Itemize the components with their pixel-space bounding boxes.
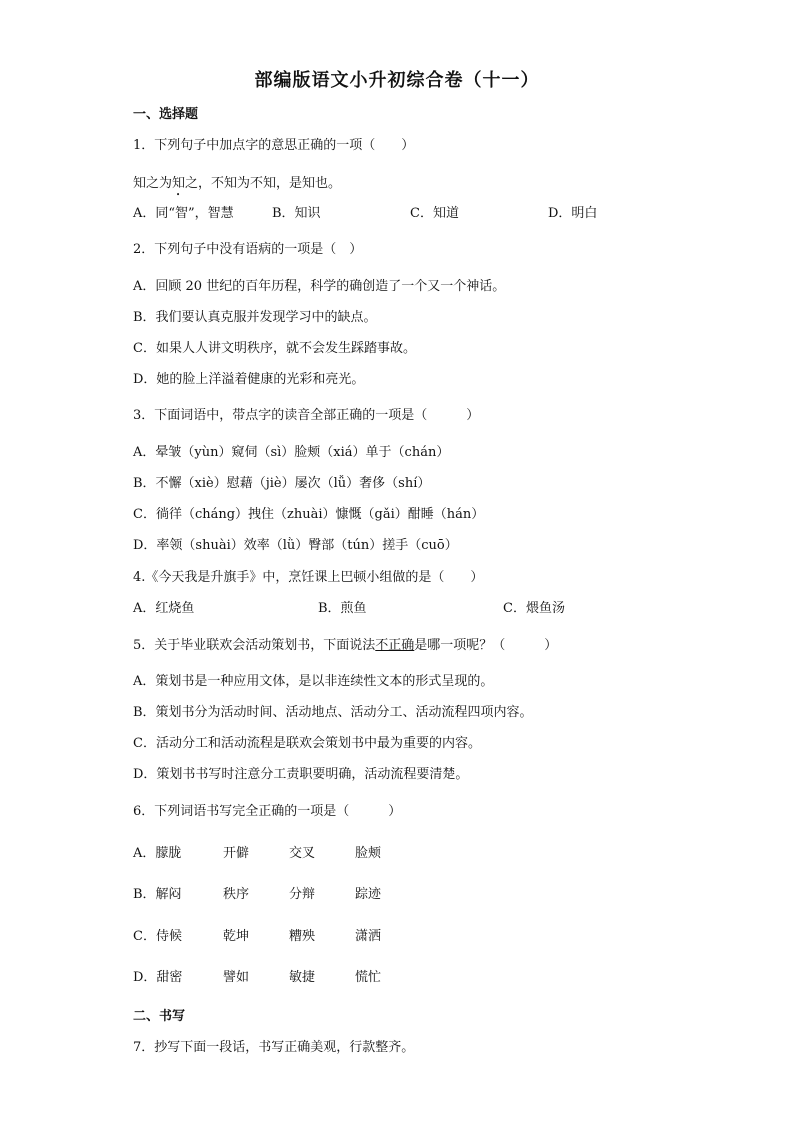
question-5-option-d: D．策划书书写时注意分工责职要明确，活动流程要清楚。	[133, 767, 469, 782]
question-7-stem: 7．抄写下面一段话，书写正确美观，行款整齐。	[133, 1040, 415, 1055]
question-6-row-d-word-1: D．甜密	[133, 970, 183, 985]
section-heading-writing: 二、书写	[133, 1009, 186, 1024]
question-6-row-c-word-1: C．侍候	[133, 929, 182, 944]
question-4-option-c: C．煨鱼汤	[503, 601, 565, 616]
question-1-option-d: D．明白	[548, 206, 598, 221]
question-6-row-a-word-4: 脸颊	[355, 846, 382, 861]
question-6-row-a-word-3: 交叉	[289, 846, 316, 861]
question-5-stem-end: 是哪一项呢？（ ）	[414, 638, 558, 653]
question-3-stem: 3．下面词语中，带点字的读音全部正确的一项是（ ）	[133, 408, 480, 423]
question-3-option-b: B．不懈（xiè）慰藉（jiè）屡次（lǚ）奢侈（shí）	[133, 476, 431, 491]
question-2-option-c: C．如果人人讲文明秩序，就不会发生踩踏事故。	[133, 341, 416, 356]
question-6-row-d-word-3: 敏捷	[289, 970, 316, 985]
question-5-option-a: A．策划书是一种应用文体，是以非连续性文本的形式呈现的。	[133, 674, 494, 689]
question-6-row-c-word-4: 潇洒	[355, 929, 382, 944]
question-6-stem: 6．下列词语书写完全正确的一项是（ ）	[133, 804, 402, 819]
question-6-row-a-word-1: A．朦胧	[133, 846, 182, 861]
question-6-row-b-word-4: 踪迹	[355, 887, 382, 902]
question-5-stem-underlined: 不正确	[375, 638, 415, 653]
question-6-row-c-word-2: 乾坤	[223, 929, 250, 944]
question-1-quote: 知之为知之，不知为不知，是知也。	[133, 176, 342, 191]
question-2-stem: 2．下列句子中没有语病的一项是（ ）	[133, 242, 363, 257]
question-5-option-b: B．策划书分为活动时间、活动地点、活动分工、活动流程四项内容。	[133, 705, 533, 720]
question-6-row-b-word-3: 分辩	[289, 887, 316, 902]
page-title: 部编版语文小升初综合卷（十一）	[254, 70, 540, 91]
question-6-row-c-word-3: 糟殃	[289, 929, 316, 944]
question-6-row-d-word-2: 譬如	[223, 970, 250, 985]
question-1-option-b: B．知识	[272, 206, 321, 221]
question-5-stem-start: 5．关于毕业联欢会活动策划书，下面说法	[133, 638, 376, 653]
question-4-stem: 4.《今天我是升旗手》中，烹饪课上巴顿小组做的是（ ）	[133, 570, 484, 585]
question-1-stem: 1．下列句子中加点字的意思正确的一项（ ）	[133, 138, 415, 153]
question-2-option-d: D．她的脸上洋溢着健康的光彩和亮光。	[133, 372, 365, 387]
question-1-option-a: A．同“智”，智慧	[133, 206, 234, 221]
question-3-option-d: D．率领（shuài）效率（lǜ）臀部（tún）搓手（cuō）	[133, 538, 458, 553]
question-2-option-b: B．我们要认真克服并发现学习中的缺点。	[133, 310, 377, 325]
question-6-row-d-word-4: 慌忙	[355, 970, 382, 985]
question-1-option-c: C．知道	[410, 206, 459, 221]
question-3-option-c: C．徜徉（cháng）拽住（zhuài）慷慨（gǎi）酣睡（hán）	[133, 507, 485, 522]
question-3-option-a: A．晕皱（yùn）窥伺（sì）脸颊（xiá）单于（chán）	[133, 445, 450, 460]
question-4-option-a: A．红烧鱼	[133, 601, 195, 616]
question-5-stem	[133, 634, 557, 653]
question-6-row-b-word-1: B．解闷	[133, 887, 182, 902]
question-5-option-c: C．活动分工和活动流程是联欢会策划书中最为重要的内容。	[133, 736, 481, 751]
section-heading-choice: 一、选择题	[133, 107, 199, 122]
question-4-option-b: B．煎鱼	[318, 601, 367, 616]
question-6-row-a-word-2: 开僻	[223, 846, 250, 861]
question-6-row-b-word-2: 秩序	[223, 887, 250, 902]
question-2-option-a: A．回顾 20 世纪的百年历程，科学的确创造了一个又一个神话。	[133, 279, 506, 294]
